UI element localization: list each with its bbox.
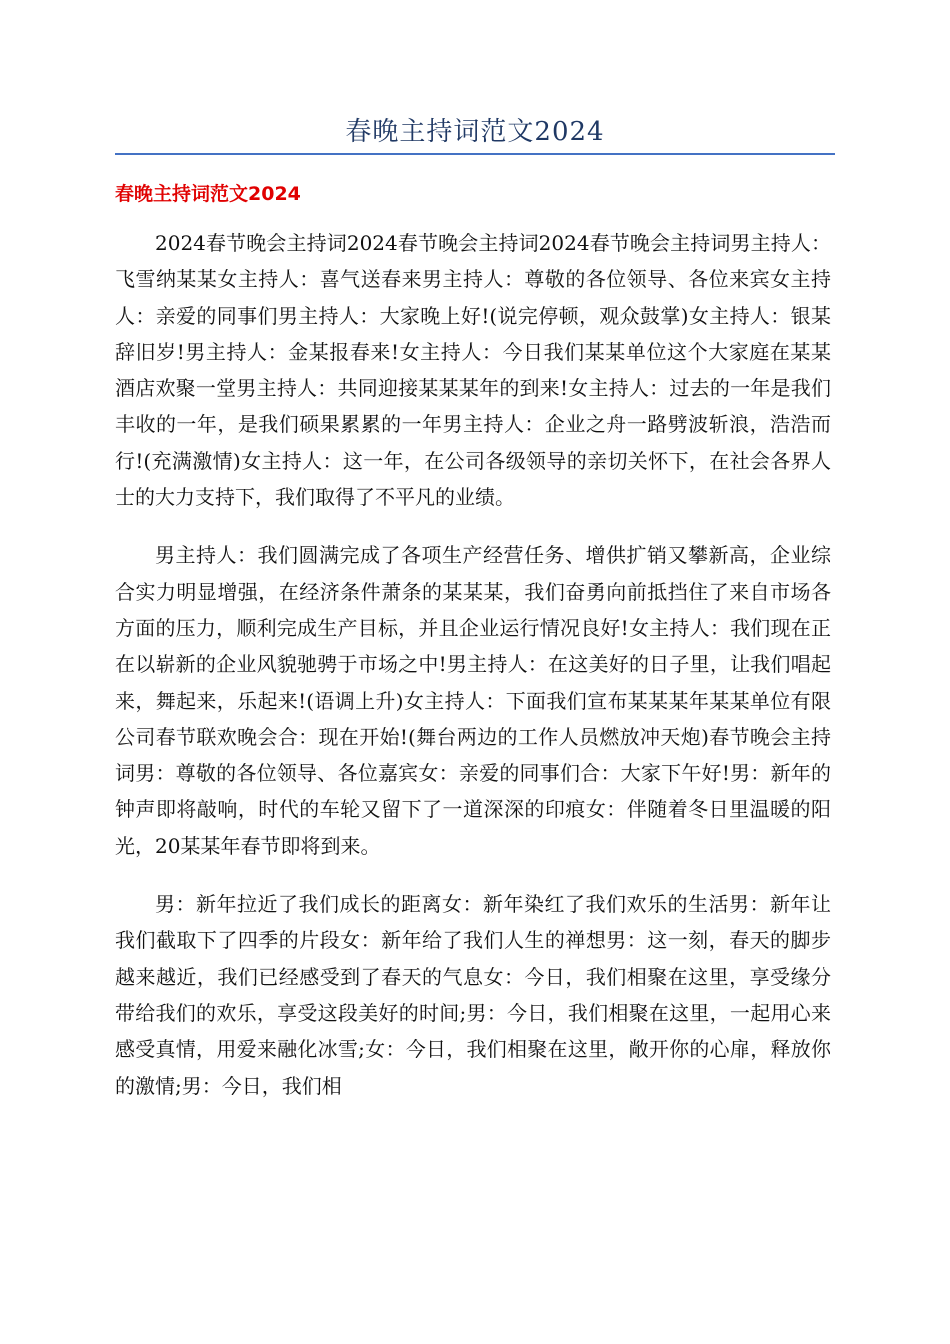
title-underline [115, 153, 835, 155]
document-title: 春晚主持词范文2024 [345, 117, 605, 147]
paragraph-1: 2024春节晚会主持词2024春节晚会主持词2024春节晚会主持词男主持人：飞雪纳某某女主持人：喜气送春来男主持人：尊敬的各位领导、各位来宾女主持人：亲爱的同事们男主持人：大家晚上好!(说完停顿，观众鼓掌)女主持人：银某辞旧岁!男主持人：金某报春来!女主持人：今日我们某某单位这个大家庭在某某酒店欢聚一堂男主持人：共同迎接某某某年的到来!女主持人：过去的一年是我们丰收的一年，是我们硕果累累的一年男主持人：企业之舟一路劈波斩浪，浩浩而行!(充满激情)女主持人：这一年，在公司各级领导的亲切关怀下，在社会各界人士的大力支持下，我们取得了不平凡的业绩。 [115, 231, 831, 510]
paragraph-3: 男：新年拉近了我们成长的距离女：新年染红了我们欢乐的生活男：新年让我们截取下了四季的片段女：新年给了我们人生的禅想男：这一刻，春天的脚步越来越近，我们已经感受到了春天的气息女：今日，我们相聚在这里，享受缘分带给我们的欢乐，享受这段美好的时间;男：今日，我们相聚在这里，一起用心来感受真情，用爱来融化冰雪;女：今日，我们相聚在这里，敞开你的心扉，释放你的激情;男：今日，我们相 [115, 892, 831, 1098]
document-body [115, 225, 831, 1126]
paragraph-2: 男主持人：我们圆满完成了各项生产经营任务、增供扩销又攀新高，企业综合实力明显增强，在经济条件萧条的某某某，我们奋勇向前抵挡住了来自市场各方面的压力，顺利完成生产目标，并且企业运行情况良好!女主持人：我们现在正在以崭新的企业风貌驰骋于市场之中!男主持人：在这美好的日子里，让我们唱起来，舞起来，乐起来!(语调上升)女主持人：下面我们宣布某某某年某某单位有限公司春节联欢晚会合：现在开始!(舞台两边的工作人员燃放冲天炮)春节晚会主持词男：尊敬的各位领导、各位嘉宾女：亲爱的同事们合：大家下午好!男：新年的钟声即将敲响，时代的车轮又留下了一道深深的印痕女：伴随着冬日里温暖的阳光，20某某年春节即将到来。 [115, 543, 831, 858]
section-heading: 春晚主持词范文2024 [115, 183, 301, 205]
